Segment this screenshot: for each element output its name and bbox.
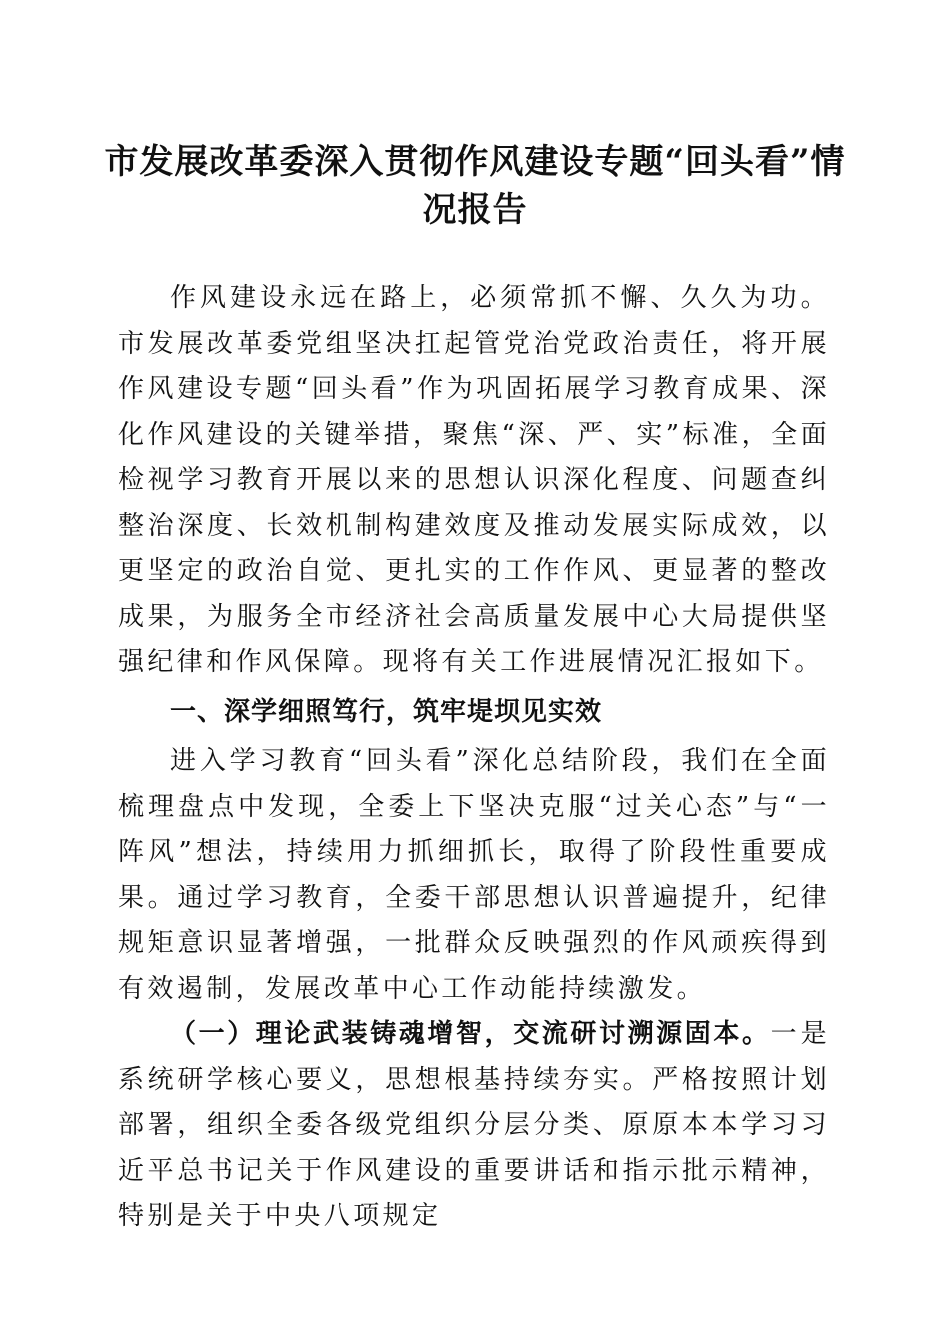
- section-1-paragraph: 进入学习教育“回头看”深化总结阶段，我们在全面梳理盘点中发现，全委上下坚决克服“过关心态”与“一阵风”想法，持续用力抓细抓长，取得了阶段性重要成果。通过学习教育，全委干部思想认识普遍提升，纪律规矩意识显著增强，一批群众反映强烈的作风顽疾得到有效遏制，发展改革中心工作动能持续激发。: [118, 746, 830, 1004]
- intro-paragraph: 作风建设永远在路上，必须常抓不懈、久久为功。市发展改革委党组坚决扛起管党治党政治责任，将开展作风建设专题“回头看”作为巩固拓展学习教育成果、深化作风建设的关键举措，聚焦“深、严、实”标准，全面检视学习教育开展以来的思想认识深化程度、问题查纠整治深度、长效机制构建效度及推动发展实际成效，以更坚定的政治自觉、更扎实的工作作风、更显著的整改成果，为服务全市经济社会高质量发展中心大局提供坚强纪律和作风保障。现将有关工作进展情况汇报如下。: [118, 283, 830, 677]
- document-title: 市发展改革委深入贯彻作风建设专题“回头看”情况报告: [104, 142, 846, 230]
- subsection-1-lead: （一）理论武装铸魂增智，交流研讨溯源固本。: [170, 1019, 771, 1049]
- subsection-1-text: 一是系统研学核心要义，思想根基持续夯实。严格按照计划部署，组织全委各级党组织分层分类、原原本本学习习近平总书记关于作风建设的重要讲话和指示批示精神，特别是关于中央八项规定: [118, 1019, 830, 1231]
- document-body: [118, 276, 830, 1240]
- section-heading-1: 一、深学细照笃行，筑牢堤坝见实效: [170, 696, 603, 727]
- subsection-1-paragraph: [118, 1012, 830, 1240]
